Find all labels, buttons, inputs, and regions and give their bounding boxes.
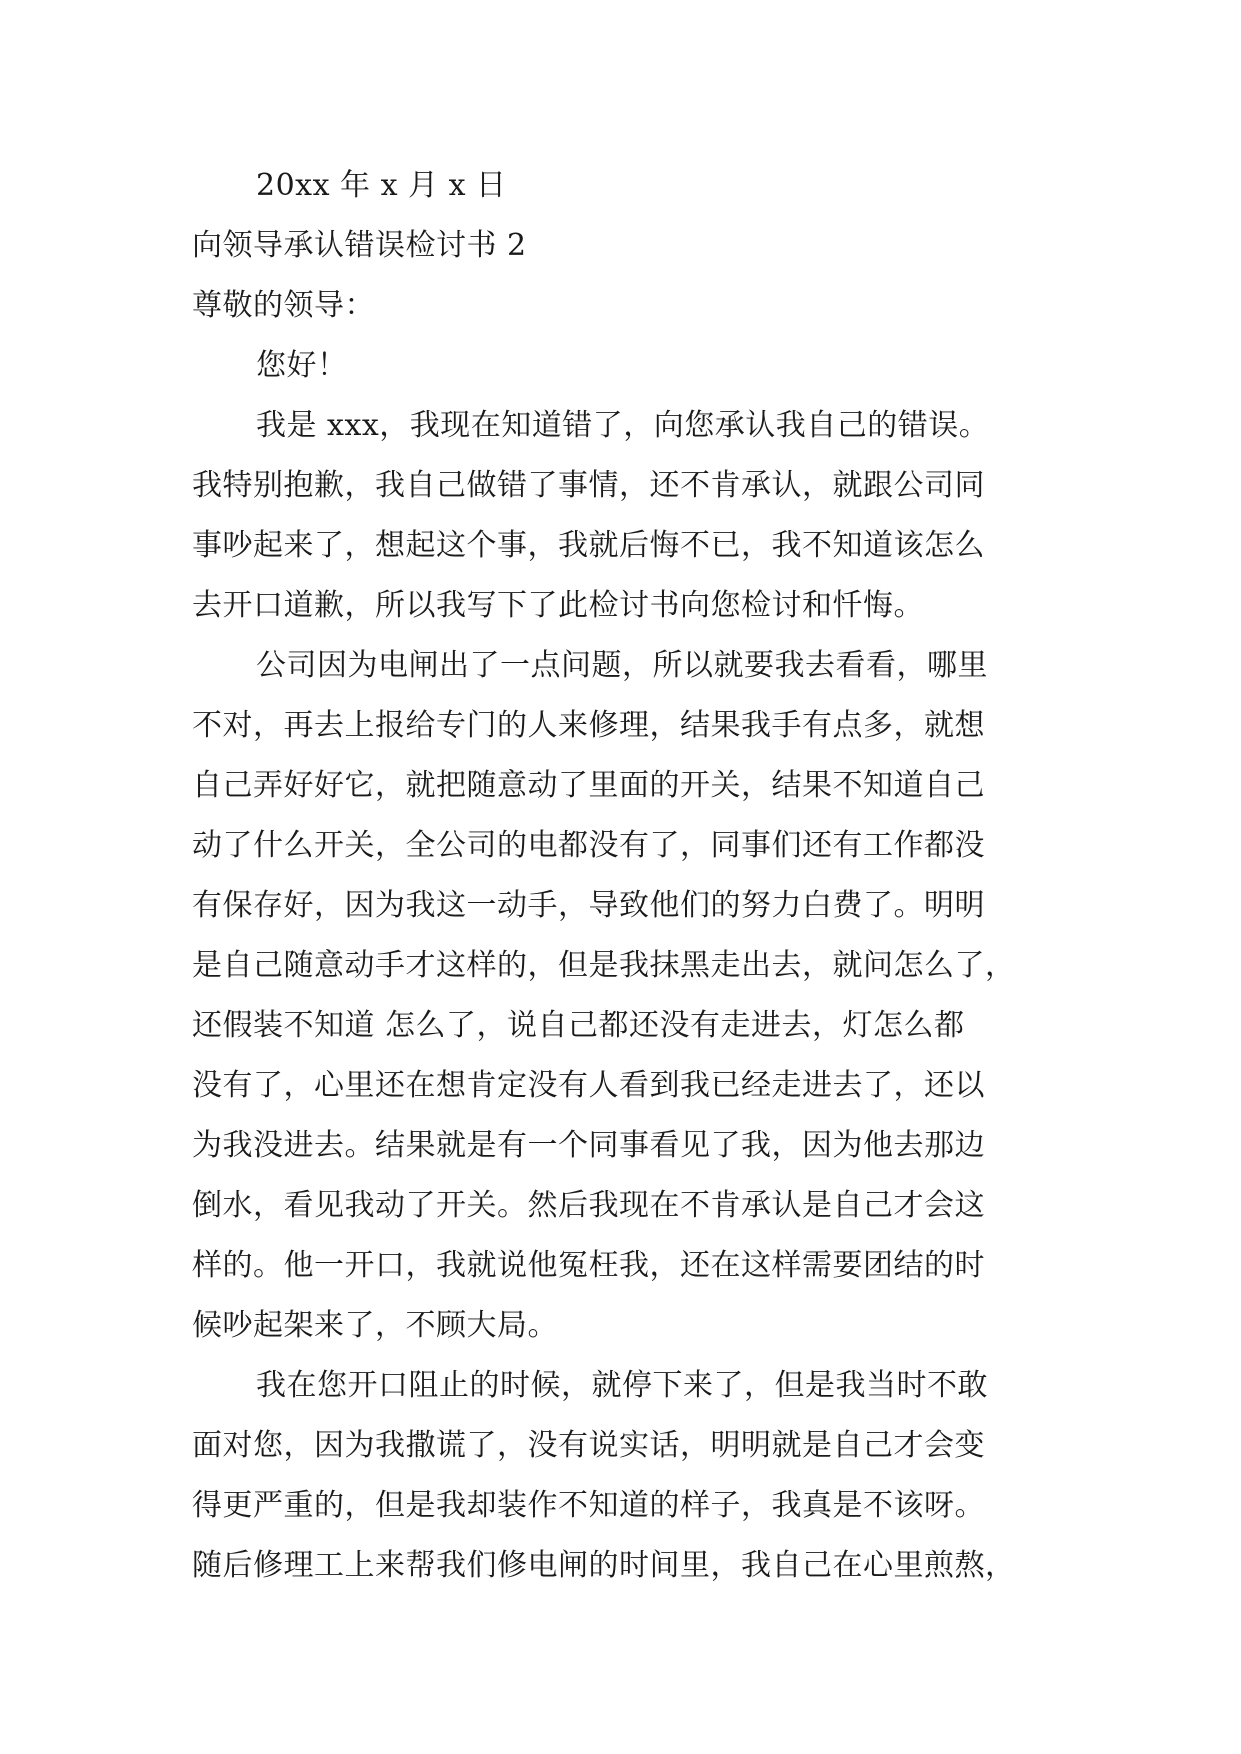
body-line: 不对，再去上报给专门的人来修理，结果我手有点多，就想 [192,708,985,743]
body-line: 我在您开口阻止的时候，就停下来了，但是我当时不敢 [256,1368,988,1403]
body-line: 公司因为电闸出了一点问题，所以就要我去看看，哪里 [256,648,988,683]
body-line: 得更严重的，但是我却装作不知道的样子，我真是不该呀。 [192,1488,985,1523]
body-line: 是自己随意动手才这样的，但是我抹黑走出去，就问怎么了， [192,948,1016,983]
body-line: 动了什么开关，全公司的电都没有了，同事们还有工作都没 [192,828,985,863]
body-line: 还假装不知道 怎么了，说自己都还没有走进去，灯怎么都 [192,1008,965,1043]
body-line: 有保存好，因为我这一动手，导致他们的努力白费了。明明 [192,888,985,923]
body-line: 为我没进去。结果就是有一个同事看见了我，因为他去那边 [192,1128,985,1163]
body-line: 样的。他一开口，我就说他冤枉我，还在这样需要团结的时 [192,1248,985,1283]
body-line: 面对您，因为我撒谎了，没有说实话，明明就是自己才会变 [192,1428,985,1463]
body-line: 事吵起来了，想起这个事，我就后悔不已，我不知道该怎么 [192,528,985,563]
body-line: 随后修理工上来帮我们修电闸的时间里，我自己在心里煎熬， [192,1548,1016,1583]
document-date: 20xx 年 x 月 x 日 [256,168,507,203]
body-line: 自己弄好好它，就把随意动了里面的开关，结果不知道自己 [192,768,985,803]
body-line: 去开口道歉，所以我写下了此检讨书向您检讨和忏悔。 [192,588,924,623]
body-line: 没有了，心里还在想肯定没有人看到我已经走进去了，还以 [192,1068,985,1103]
body-line: 我特别抱歉，我自己做错了事情，还不肯承认，就跟公司同 [192,468,985,503]
greeting: 您好！ [256,348,348,383]
salutation: 尊敬的领导： [192,288,375,323]
body-line: 我是 xxx，我现在知道错了，向您承认我自己的错误。 [256,408,990,443]
document-title: 向领导承认错误检讨书 2 [192,228,527,263]
body-line: 候吵起架来了，不顾大局。 [192,1308,558,1343]
body-line: 倒水，看见我动了开关。然后我现在不肯承认是自己才会这 [192,1188,985,1223]
